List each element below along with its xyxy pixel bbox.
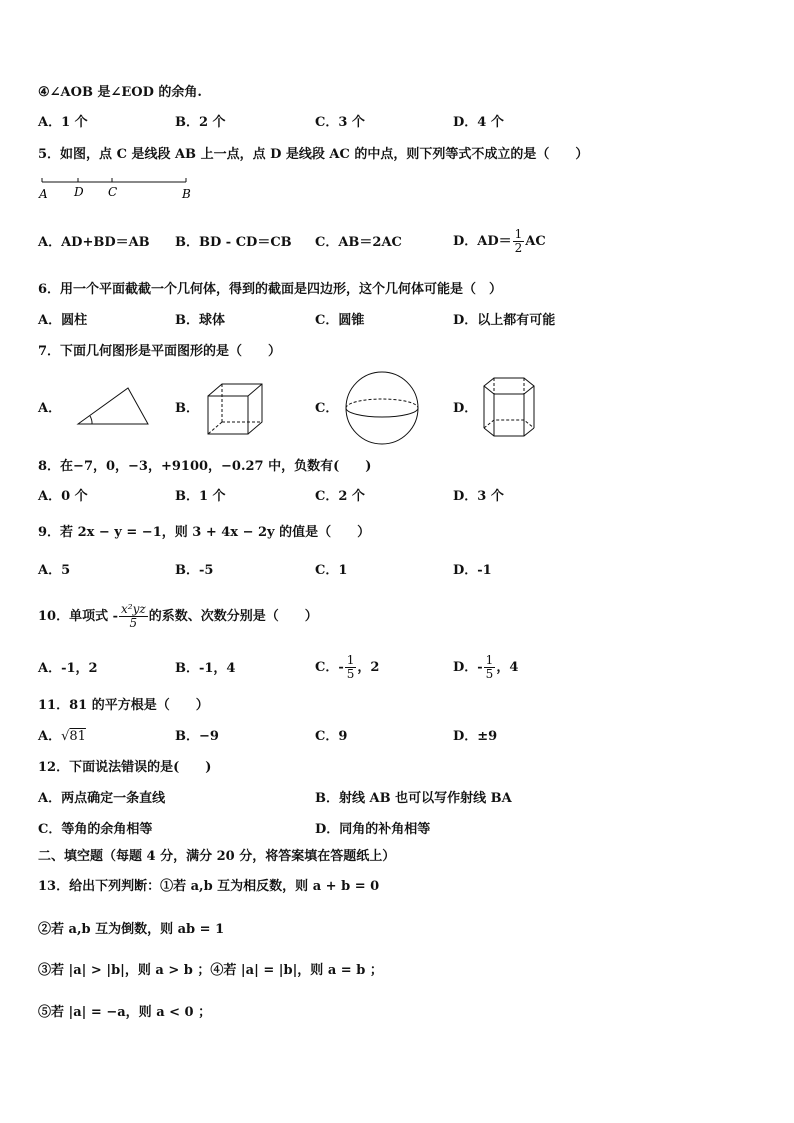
q10-stem: 10．单项式 - $\frac{\text{x²yz}}{5}$ 的系数、次数分别是（ ） <box>38 602 318 630</box>
section-2-heading: 二、填空题（每题 4 分，满分 20 分，将答案填在答题纸上） <box>38 849 396 864</box>
q12-option-d: D．同角的补角相等 <box>315 822 431 837</box>
q5-stem: 5．如图，点 C 是线段 AB 上一点，点 D 是线段 AC 的中点，则下列等式不成立的是（ ） <box>38 147 589 162</box>
q11-stem: 11．81 的平方根是（ ） <box>38 698 209 713</box>
q12-option-a: A．两点确定一条直线 <box>38 791 166 806</box>
q12-stem: 12．下面说法错误的是( ) <box>38 760 212 775</box>
cube-figure <box>200 380 270 440</box>
point-label-d: D <box>74 185 84 199</box>
q12-option-b: B．射线 AB 也可以写作射线 BA <box>315 791 512 806</box>
q11-option-a: A．√81 <box>38 729 86 744</box>
hexagonal-prism-figure <box>478 374 542 440</box>
q10-option-c: C．- $\frac{1}{5}$ ，2 <box>315 653 380 681</box>
q5-option-b: B．BD - CD＝CB <box>175 235 292 250</box>
q4-option-b: B．2 个 <box>175 115 226 130</box>
triangle-figure <box>66 374 156 440</box>
q8-option-b: B．1 个 <box>175 489 226 504</box>
q8-option-c: C．2 个 <box>315 489 365 504</box>
q9-option-a: A．5 <box>38 563 71 578</box>
q8-stem: 8．在−7，0，−3，+9100，−0.27 中，负数有( ) <box>38 459 372 474</box>
q7-option-a: A． <box>38 401 62 416</box>
q7-option-d: D． <box>453 401 478 416</box>
q11-option-b: B．−9 <box>175 729 219 744</box>
point-label-a: A <box>39 187 48 201</box>
q8-option-d: D．3 个 <box>453 489 504 504</box>
q13-line-3: ③若 |a| > |b|，则 a > b ；④若 |a| = |b|，则 a = b ； <box>38 963 383 978</box>
point-label-b: B <box>182 187 191 201</box>
q4-option-c: C．3 个 <box>315 115 365 130</box>
q10-option-a: A．-1，2 <box>38 661 98 676</box>
q13-stem: 13．给出下列判断：①若 a,b 互为相反数，则 a + b = 0 <box>38 879 380 894</box>
q4-option-a: A．1 个 <box>38 115 88 130</box>
q6-option-d: D．以上都有可能 <box>453 313 556 328</box>
q6-option-c: C．圆锥 <box>315 313 365 328</box>
q11-option-d: D．±9 <box>453 729 498 744</box>
q6-option-b: B．球体 <box>175 313 225 328</box>
q9-option-c: C．1 <box>315 563 348 578</box>
q6-option-a: A．圆柱 <box>38 313 88 328</box>
q6-stem: 6．用一个平面截截一个几何体，得到的截面是四边形，这个几何体可能是（ ） <box>38 282 503 297</box>
q7-stem: 7．下面几何图形是平面图形的是（ ） <box>38 344 282 359</box>
q7-option-c: C． <box>315 401 339 416</box>
q12-option-c: C．等角的余角相等 <box>38 822 153 837</box>
q8-option-a: A．0 个 <box>38 489 88 504</box>
q5-option-a: A．AD+BD＝AB <box>38 235 150 250</box>
q11-option-c: C．9 <box>315 729 348 744</box>
q4-option-d: D．4 个 <box>453 115 504 130</box>
q9-stem: 9．若 2x − y = −1，则 3 + 4x − 2y 的值是（ ） <box>38 525 371 540</box>
point-label-c: C <box>108 185 118 199</box>
q10-option-d: D．- $\frac{1}{5}$ ，4 <box>453 653 519 681</box>
q4-item-4: ④∠AOB 是∠EOD 的余角. <box>38 85 202 100</box>
q10-option-b: B．-1，4 <box>175 661 236 676</box>
q7-option-b: B． <box>175 401 199 416</box>
q9-option-d: D．-1 <box>453 563 492 578</box>
q13-line-2: ②若 a,b 互为倒数，则 ab = 1 <box>38 922 225 937</box>
segment-figure <box>36 174 196 206</box>
sphere-figure <box>340 370 424 446</box>
q13-line-4: ⑤若 |a| = −a，则 a < 0 ； <box>38 1005 212 1020</box>
q9-option-b: B．-5 <box>175 563 214 578</box>
q5-option-c: C．AB＝2AC <box>315 235 402 250</box>
q5-option-d: D．AD＝ $\frac{1}{2}$ AC <box>453 227 546 255</box>
